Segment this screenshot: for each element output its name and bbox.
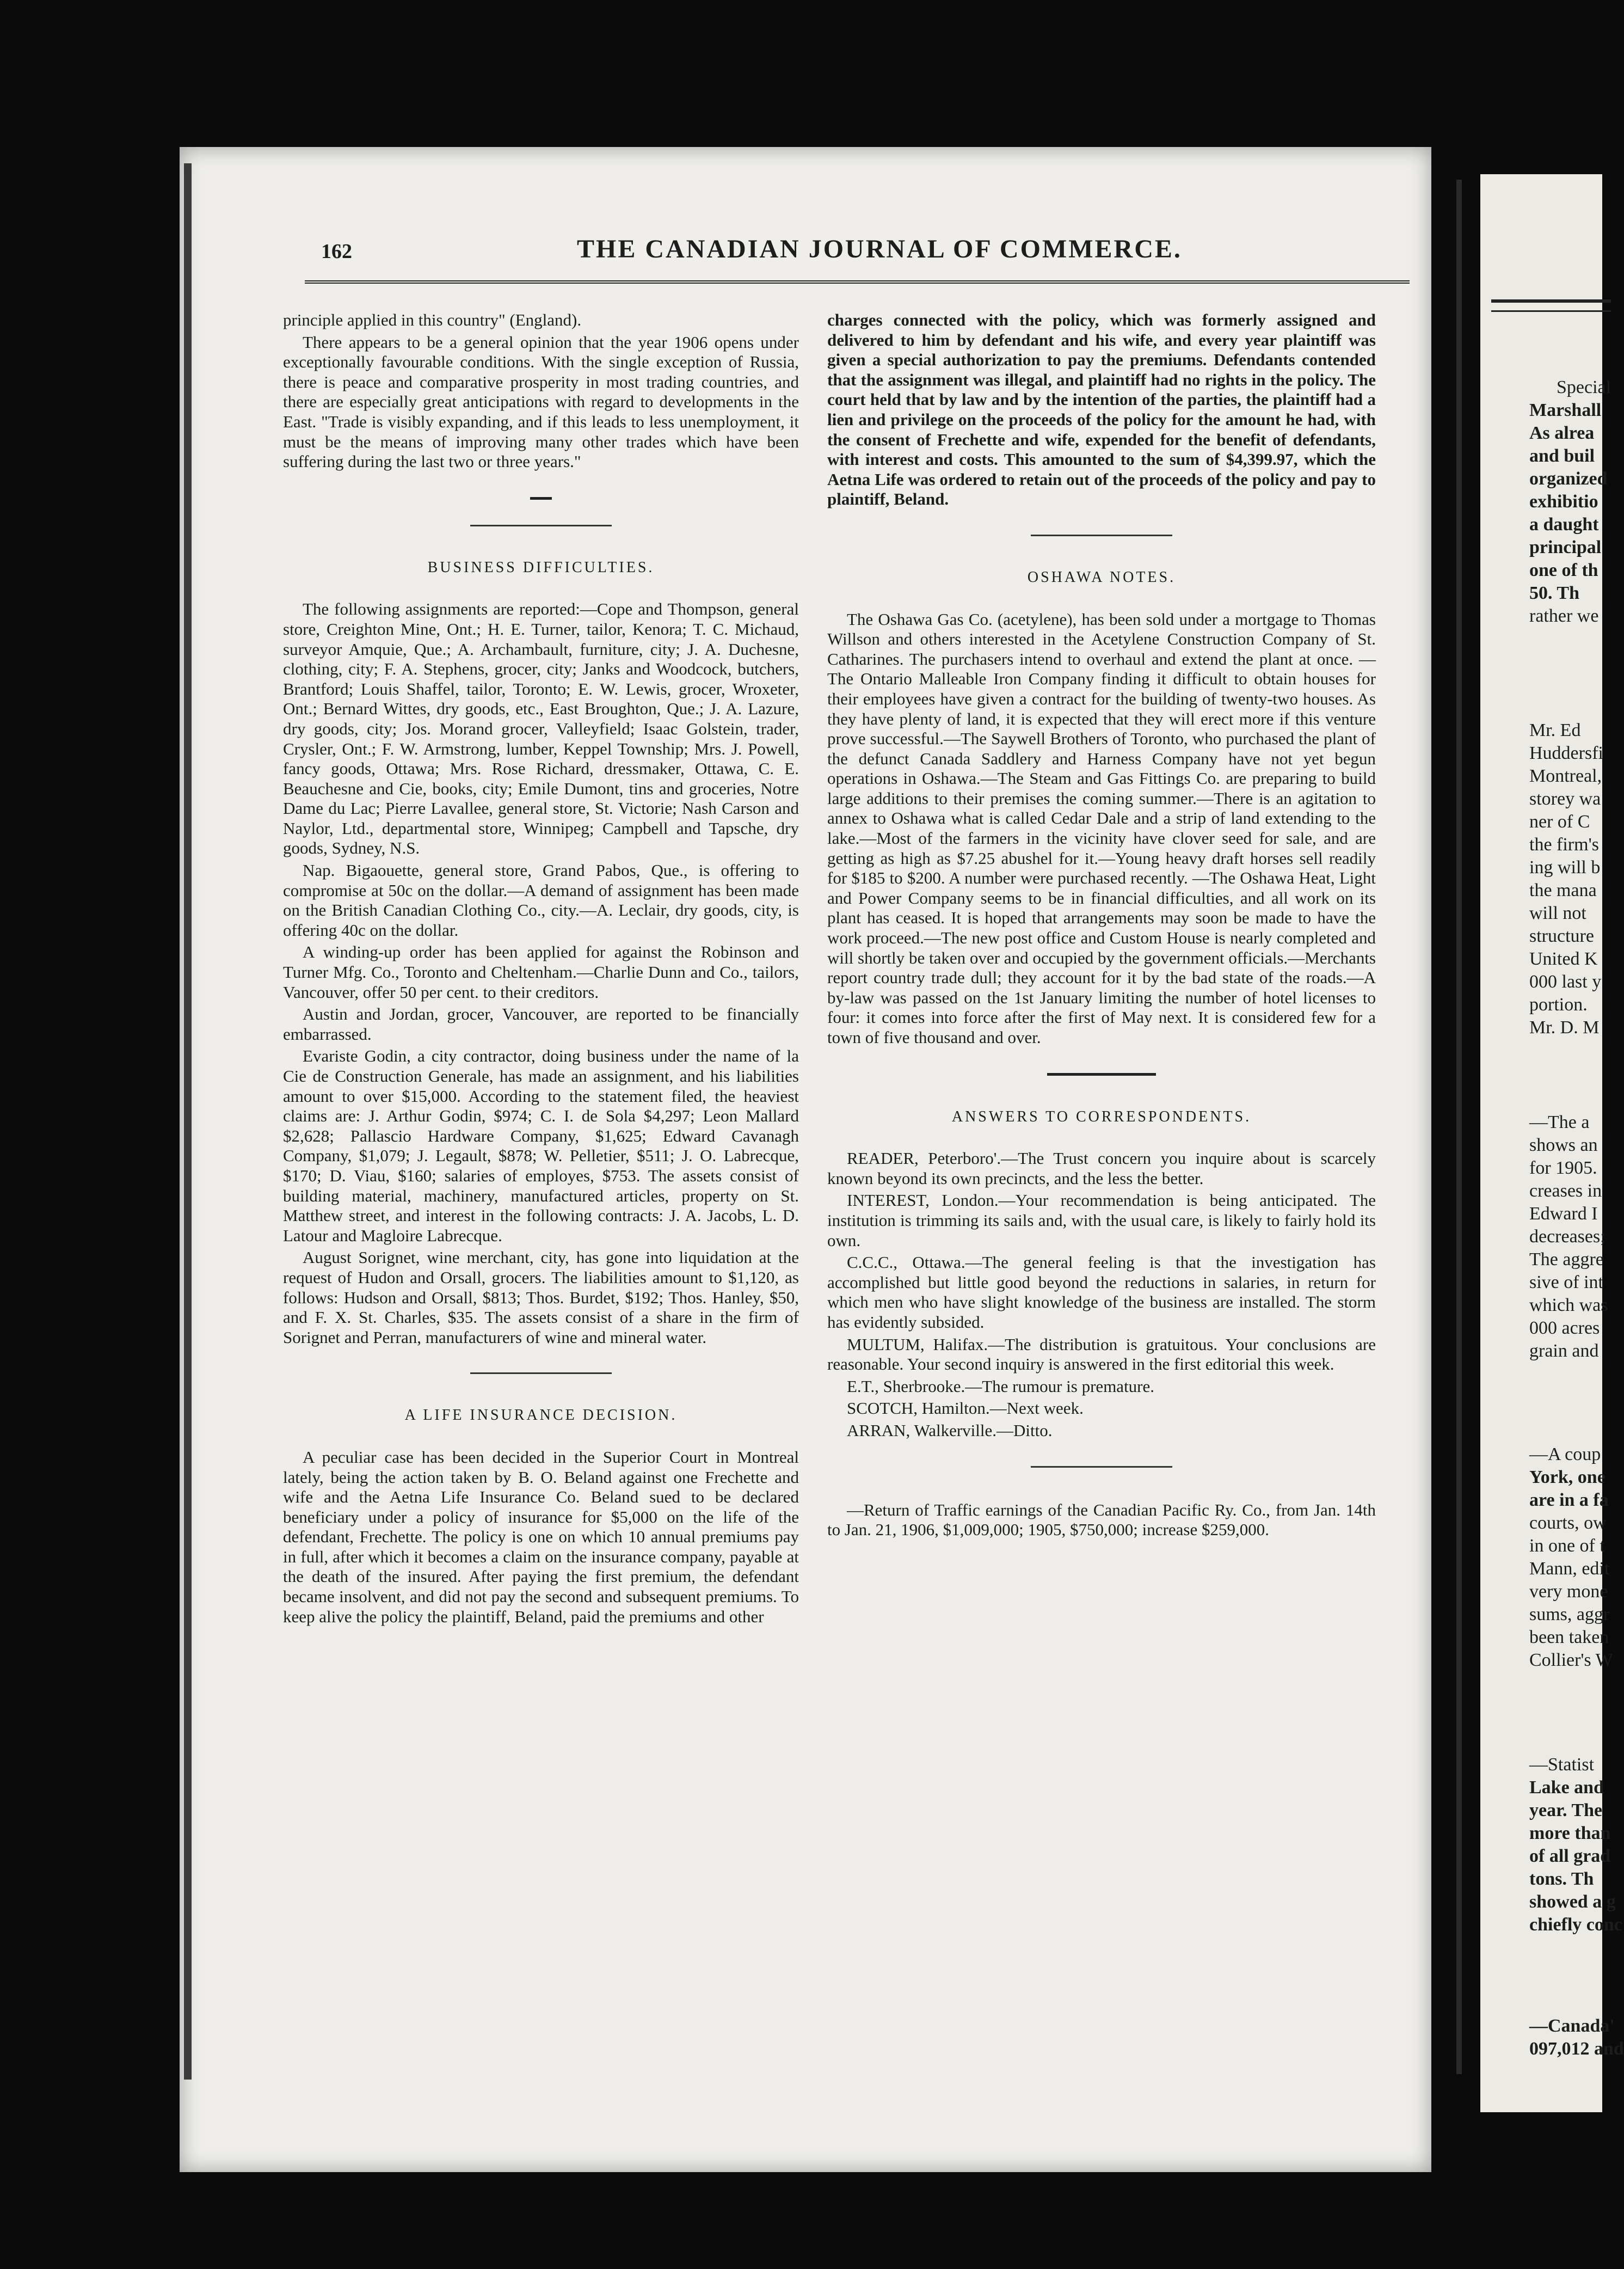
section-rule: [470, 525, 612, 526]
adjacent-text-line: in one of t: [1529, 1536, 1605, 1556]
adjacent-text-line: structure: [1529, 926, 1594, 946]
adjacent-text-line: which was: [1529, 1295, 1608, 1315]
oshawa-paragraph: The Oshawa Gas Co. (acetylene), has been sold under a mortgage to Thomas Willson and others interested in the Acetylene Construction Company of St. Catharines. The purchasers intend to overhaul and extend the plant at once. —The Ontario Malleable Iron Company finding it difficult to obtain houses for their employees have given a contract for the building of twenty-two houses. As they have plenty of land, it is expected that they will erect more if this venture prove successful.—The Saywell Brothers of Toronto, who purchased the plant of the defunct Canada Saddlery and Harness Company have not yet begun operations in Oshawa.—The Steam and Gas Fittings Co. are preparing to build large additions to their premises the coming summer.—There is an agitation to annex to Oshawa what is called Cedar Dale and a strip of land extending to the lake.—Most of the farmers in the vicinity have clover seed for sale, and are getting as high as $7.25 abushel for it.—Young heavy draft horses sell readily for $185 to $200. A number were purchased recently. —The Oshawa Heat, Light and Power Company seems to be in financial difficulties, and all work on its plant has ceased. It is hoped that arrangements may soon be made to have the work proceed.—The new post office and Custom House is nearly completed and will shortly be taken over and occupied by the government officials.—Merchants report country trade dull; they account for it by the bad state of the roads.—A by-law was passed on the 1st January limiting the number of hotel licenses to four: it comes into force after the first of May next. It is considered few for a town of five thousand and over.: [827, 609, 1376, 1047]
adjacent-text-line: principal: [1529, 537, 1602, 557]
insurance-paragraph: A peculiar case has been decided in the Superior Court in Montreal lately, being the action taken by B. O. Beland against one Frechette and wife and the Aetna Life Insurance Co. Beland sued to be declared beneficiary under a policy of insurance for $5,000 on the life of the defendant, Frechette. The policy is one on which 10 annual premiums pay in full, after which it becomes a claim on the insurance company, payable at the death of the insured. After paying the first premium, the defendant became insolvent, and did not pay the second and subsequent premiums. To keep alive the policy the plaintiff, Beland, paid the premiums and other: [283, 1447, 799, 1626]
adjacent-text-line: exhibitio: [1529, 492, 1598, 512]
adjacent-text-line: very mone: [1529, 1581, 1608, 1602]
adjacent-text-line: —Canada': [1529, 2016, 1615, 2036]
business-paragraph-6: August Sorignet, wine merchant, city, has gone into liquidation at the request of Hudon and Orsall, grocers. The liabilities amount to $1,120, as follows: Hudson and Orsall, $813; Thos. Burdet, $192; Thos. Hanley, $50, and F. X. St. Charles, $35. The assets consist of a share in the firm of Sorignet and Perran, manufacturers of wine and mineral water.: [283, 1248, 799, 1347]
adjacent-text-line: —Statist: [1529, 1755, 1595, 1775]
adjacent-text-line: grain and: [1529, 1341, 1599, 1361]
oshawa-notes-heading: OSHAWA NOTES.: [1027, 568, 1176, 586]
page-number: 162: [321, 240, 352, 263]
adjacent-text-line: more than: [1529, 1823, 1611, 1843]
adjacent-text-line: The aggre: [1529, 1249, 1604, 1270]
adjacent-text-line: and buil: [1529, 446, 1595, 466]
adjacent-text-line: Mr. Ed: [1529, 720, 1581, 740]
business-paragraph-2: Nap. Bigaouette, general store, Grand Pabos, Que., is offering to compromise at 50c on the dollar.—A demand of assignment has been made on the British Canadian Clothing Co., city.—A. Leclair, dry goods, city, is offering 40c on the dollar.: [283, 861, 799, 940]
ornament: [530, 497, 552, 500]
adjacent-text-line: Montreal,: [1529, 766, 1602, 786]
adjacent-text-line: for 1905.: [1529, 1158, 1597, 1178]
adjacent-text-line: courts, ow: [1529, 1513, 1607, 1533]
adjacent-text-line: organized: [1529, 469, 1608, 489]
adjacent-text-line: Marshall: [1529, 400, 1602, 420]
adjacent-text-line: tons. Th: [1529, 1869, 1594, 1889]
business-paragraph-4: Austin and Jordan, grocer, Vancouver, are reported to be financially embarrassed.: [283, 1004, 799, 1044]
adjacent-text-line: ing will b: [1529, 857, 1601, 878]
answer-item: INTEREST, London.—Your recommendation is being anticipated. The institution is trimming its sails and, with the usual care, is likely to fairly hold its own.: [827, 1191, 1376, 1250]
adjacent-text-line: portion.: [1529, 995, 1588, 1015]
answer-item: MULTUM, Halifax.—The distribution is gratuitous. Your conclusions are reasonable. Your second inquiry is answered in the first editorial this week.: [827, 1334, 1376, 1374]
adjacent-text-line: Mr. D. M: [1529, 1017, 1600, 1038]
business-paragraph-5: Evariste Godin, a city contractor, doing business under the name of la Cie de Construction Generale, has made an assignment, and his liabilities amount to over $15,000. According to the statement filed, the heaviest claims are: J. Arthur Godin, $974; C. I. de Sola $4,297; Leon Mallard $2,628; Pallascio Hardware Company, $1,625; Edward Cavanagh Company, $1,079; J. Legault, $878; W. Pelletier, $511; J. O. Labrecque, $170; D. Viau, $160; salaries of employes, $753. The assets consist of building material, machinery, manufactured articles, property on St. Matthew street, and interest in the following contracts: J. A. Jacobs, L. D. Latour and Magloire Labrecque.: [283, 1046, 799, 1245]
adjacent-text-line: 097,012 and: [1529, 2039, 1624, 2059]
insurance-continuation: charges connected with the policy, which was formerly assigned and delivered to him by defendant and his wife, and every year plaintiff was given a special authorization to pay the premiums. Defendants contended that the assignment was illegal, and plaintiff had no rights in the policy. The court held that by law and by the intention of the parties, the plaintiff had a lien and privilege on the proceeds of the policy for the amount he had, with the consent of Frechette and wife, expended for the benefit of defendants, with interest and costs. This amounted to the sum of $4,399.97, which the Aetna Life was ordered to retain out of the proceeds of the policy and pay to plaintiff, Beland.: [827, 310, 1376, 509]
adjacent-text-line: 50. Th: [1529, 583, 1579, 603]
page-header: [305, 234, 1415, 272]
adjacent-text-line: of all grad: [1529, 1846, 1611, 1866]
right-column: [827, 310, 1376, 1542]
answer-item: SCOTCH, Hamilton.—Next week.: [847, 1399, 1084, 1418]
adjacent-text-line: decreases;: [1529, 1227, 1605, 1247]
answer-item: C.C.C., Ottawa.—The general feeling is that the investigation has accomplished but little good beyond the reductions in salaries, in return for which men who have slight knowledge of the business are installed. The storm has evidently subsided.: [827, 1253, 1376, 1332]
section-rule: [1031, 535, 1172, 536]
adjacent-text-line: Edward I: [1529, 1204, 1598, 1224]
adjacent-text-line: Huddersfi: [1529, 743, 1603, 763]
traffic-earnings-paragraph: —Return of Traffic earnings of the Canadian Pacific Ry. Co., from Jan. 14th to Jan. 21, 1906, $1,009,000; 1905, $750,000; increase $259,000.: [827, 1500, 1376, 1540]
left-column: [283, 310, 799, 1629]
adjacent-text-line: Mann, edit: [1529, 1559, 1610, 1579]
section-rule: [1031, 1466, 1172, 1468]
adjacent-text-line: sive of int: [1529, 1272, 1603, 1292]
adjacent-text-line: rather we: [1529, 606, 1599, 626]
adjacent-text-line: —The a: [1529, 1112, 1590, 1132]
adjacent-text-line: Special: [1557, 377, 1611, 397]
adjacent-text-line: York, one: [1529, 1467, 1605, 1487]
answer-item: ARRAN, Walkerville.—Ditto.: [847, 1420, 1053, 1440]
adjacent-text-line: —A coup: [1529, 1444, 1601, 1464]
adjacent-text-line: a daught: [1529, 514, 1599, 535]
business-difficulties-heading: BUSINESS DIFFICULTIES.: [427, 559, 655, 576]
adjacent-text-line: Collier's W: [1529, 1650, 1613, 1670]
page-gutter: [1456, 180, 1462, 2074]
adjacent-text-line: showed a g: [1529, 1892, 1616, 1912]
answer-item: E.T., Sherbrooke.—The rumour is premature.: [847, 1376, 1155, 1396]
adjacent-text-line: sums, aggr: [1529, 1604, 1610, 1624]
section-rule: [1047, 1073, 1156, 1076]
intro-paragraph-2: There appears to be a general opinion that the year 1906 opens under exceptionally favourable conditions. With the single exception of Russia, there is peace and comparative prosperity in most trading countries, and there are especially great anticipations with regard to developments in the East. "Trade is visibly expanding, and if this leads to less unemployment, it must be the means of improving many other trades which have been suffering during the last two or three years.": [283, 332, 799, 471]
section-rule: [470, 1372, 612, 1374]
header-rule: [305, 280, 1410, 284]
adjacent-text-line: As alrea: [1529, 423, 1595, 443]
adjacent-text-line: shows an: [1529, 1135, 1598, 1155]
life-insurance-heading: A LIFE INSURANCE DECISION.: [404, 1407, 678, 1424]
adjacent-text-line: year. The: [1529, 1800, 1603, 1820]
answers-heading: ANSWERS TO CORRESPONDENTS.: [951, 1108, 1252, 1125]
adjacent-text-line: creases in: [1529, 1181, 1602, 1201]
adjacent-text-line: the firm's: [1529, 835, 1599, 855]
adjacent-text-line: United K: [1529, 949, 1598, 969]
business-paragraph-3: A winding-up order has been applied for against the Robinson and Turner Mfg. Co., Toronto and Cheltenham.—Charlie Dunn and Co., tailors, Vancouver, offer 50 per cent. to their creditors.: [283, 942, 799, 1002]
adjacent-text-line: Lake and: [1529, 1777, 1604, 1798]
journal-title: THE CANADIAN JOURNAL OF COMMERCE.: [577, 235, 1182, 263]
answer-item: READER, Peterboro'.—The Trust concern you inquire about is scarcely known beyond its own precincts, and the less the better.: [827, 1149, 1376, 1188]
page-binding-edge: [184, 163, 192, 2080]
intro-paragraph-1: principle applied in this country" (England).: [283, 310, 582, 329]
adjacent-text-line: are in a fa: [1529, 1490, 1609, 1510]
adjacent-text-line: 000 last y: [1529, 972, 1602, 992]
adjacent-page-strip: [1480, 174, 1624, 2112]
adjacent-text-line: been taken: [1529, 1627, 1609, 1647]
adjacent-text-line: ner of C: [1529, 812, 1590, 832]
business-paragraph-1: The following assignments are reported:—Cope and Thompson, general store, Creighton Mine, Ont.; H. E. Turner, tailor, Kenora; T. C. Michaud, surveyor Amquie, Que.; A. Archambault, furniture, city; J. A. Duchesne, clothing, city; F. A. Stephens, grocer, city; Janks and Woodcock, butchers, Brantford; Louis Shaffel, tailor, Toronto; E. W. Lewis, grocer, Wroxeter, Ont.; Bernard Wittes, dry goods, etc., East Broughton, Que.; J. A. Lazure, dry goods, city; Jos. Morand grocer, Valleyfield; Isaac Golstein, trader, Crysler, Ont.; F. W. Armstrong, lumber, Keppel Township; Mrs. J. Powell, fancy goods, Ottawa; Mrs. Rose Richard, dressmaker, Ottawa, C. E. Beauchesne and Cie, books, city; Emile Dumont, tins and groceries, Notre Dame du Lac; Pierre Lavallee, general store, St. Victorie; Nash Carson and Naylor, Ltd., departmental store, Winnipeg; Campbell and Tapsche, dry goods, Sydney, N.S.: [283, 599, 799, 858]
adjacent-header-rule: [1491, 299, 1611, 312]
adjacent-text-line: storey wa: [1529, 789, 1601, 809]
adjacent-text-line: one of th: [1529, 560, 1598, 580]
adjacent-text-line: 000 acres: [1529, 1318, 1600, 1338]
adjacent-text-line: chiefly conc: [1529, 1915, 1622, 1935]
adjacent-text-line: will not: [1529, 903, 1586, 923]
adjacent-text-line: the mana: [1529, 880, 1597, 900]
